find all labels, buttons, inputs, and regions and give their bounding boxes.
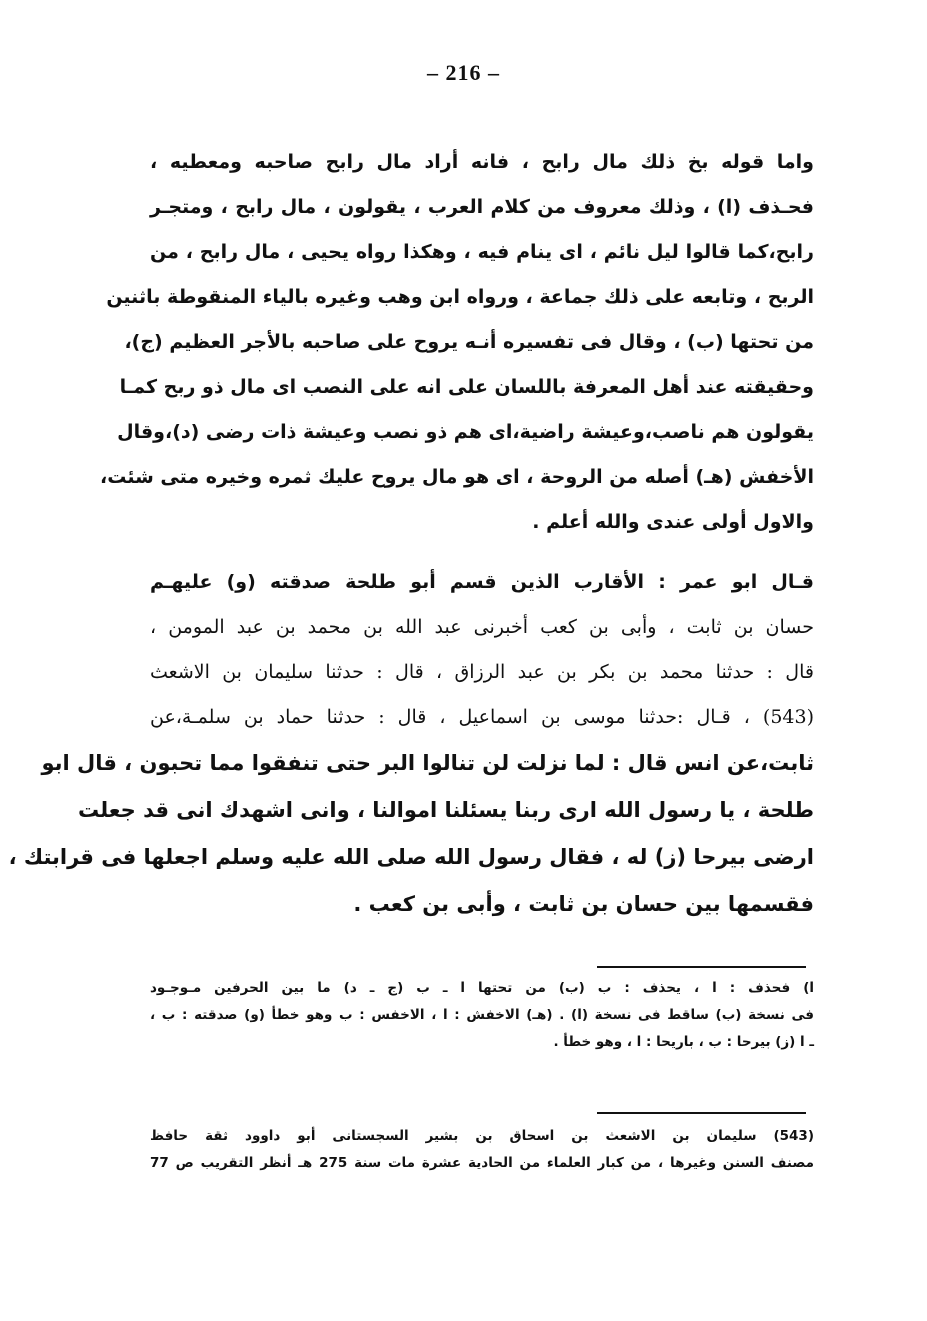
- footnote-line: مصنف السنن وغيرها ، من كبار العلماء من الحادية عشرة مات سنة 275 هـ أنظر التقريب ص 77: [150, 1155, 815, 1171]
- hadith-line: ارضى بيرحا (ز) له ، فقال رسول الله صلى الله عليه وسلم اجعلها فى قرابتك ،: [8, 845, 814, 869]
- hadith-line: ثابت،عن انس قال : لما نزلت لن تنالوا البر حتى تنفقوا مما تحبون ، قال ابو: [41, 751, 814, 775]
- isnad-line: (543) ، قـال :حدثنا موسى بن اسماعيل ، قال : حدثنا حماد بن سلمـة،عن: [150, 706, 814, 728]
- hadith-line: طلحة ، يا رسول الله ارى ربنا يسئلنا اموالنا ، وانى اشهدك انى قد جعلت: [77, 798, 814, 822]
- hadith-line: فقسمها بين حسان بن ثابت ، وأبى بن كعب .: [353, 892, 814, 916]
- footnote-line: ا) فحذف : ا ، يحذف : ب (ب) من تحتها ا ـ ب (ج ـ د) ما بين الحرفين مـوجـود: [150, 980, 814, 996]
- footnote-line: (543) سليمان بن الاشعث بن اسحاق بن بشير السجستانى أبو داوود ثقة حافظ: [150, 1128, 814, 1144]
- biography-footnote: [150, 1123, 814, 1177]
- text-line: قـال ابو عمر : الأقارب الذين قسم أبو طلحة صدقته (و) عليهـم: [150, 571, 814, 593]
- text-line: الأخفش (هـ) أصله من الروحة ، اى هو مال يروح عليك ثمره وخيره متى شئت،: [99, 466, 814, 488]
- text-line: رابح،كما قالوا ليل نائم ، اى ينام فيه ، وهكذا رواه يحيى ، مال رابح ، من: [150, 241, 814, 263]
- footnote-separator: [597, 1112, 806, 1114]
- footnote-line: فى نسخة (ب) ساقط فى نسخة (ا) . (هـ) الاخفش : ا ، الاخفس : ب وهو خطأ (و) صدقته : ب ،: [150, 1007, 814, 1023]
- text-line: الربح ، وتابعه على ذلك جماعة ، ورواه ابن وهب وغيره بالياء المنقوطة باثنين: [106, 286, 814, 308]
- text-line: فحـذف (ا) ، وذلك معروف من كلام العرب ، يقولون ، مال رابح ، ومتجـر: [150, 196, 814, 218]
- commentary-paragraph: [99, 140, 814, 545]
- isnad-line: حسان بن ثابت ، وأبى بن كعب أخبرنى عبد الله بن محمد بن عبد المومن ،: [150, 616, 814, 638]
- variant-readings-footnote: [150, 975, 814, 1056]
- text-line: وحقيقته عند أهل المعرفة باللسان على انه على النصب اى مال ذو ربح كمـا: [119, 376, 814, 398]
- page-number: – 216 –: [427, 60, 500, 85]
- text-line: يقولون هم ناصب،وعيشة راضية،اى هم ذو نصب وعيشة ذات رضى (د)،وقال: [117, 421, 814, 443]
- text-line: واما قوله بخ ذلك مال رابح ، فانه أراد مال رابح صاحبه ومعطيه ،: [150, 151, 814, 173]
- hadith-paragraph: [8, 560, 814, 928]
- footnote-line: ـ ا (ز) بيرحا : ب ، باريحا : ا ، وهو خطأ .: [553, 1034, 814, 1050]
- footnote-separator: [597, 966, 806, 968]
- text-line: من تحتها (ب) ، وقال فى تفسيره أنـه يروح على صاحبه بالأجر العظيم (ج)،: [124, 331, 814, 353]
- text-line: والاول أولى عندى والله أعلم .: [532, 511, 814, 533]
- isnad-line: قال : حدثنا محمد بن بكر بن عبد الرزاق ، قال : حدثنا سليمان بن الاشعث: [150, 661, 814, 683]
